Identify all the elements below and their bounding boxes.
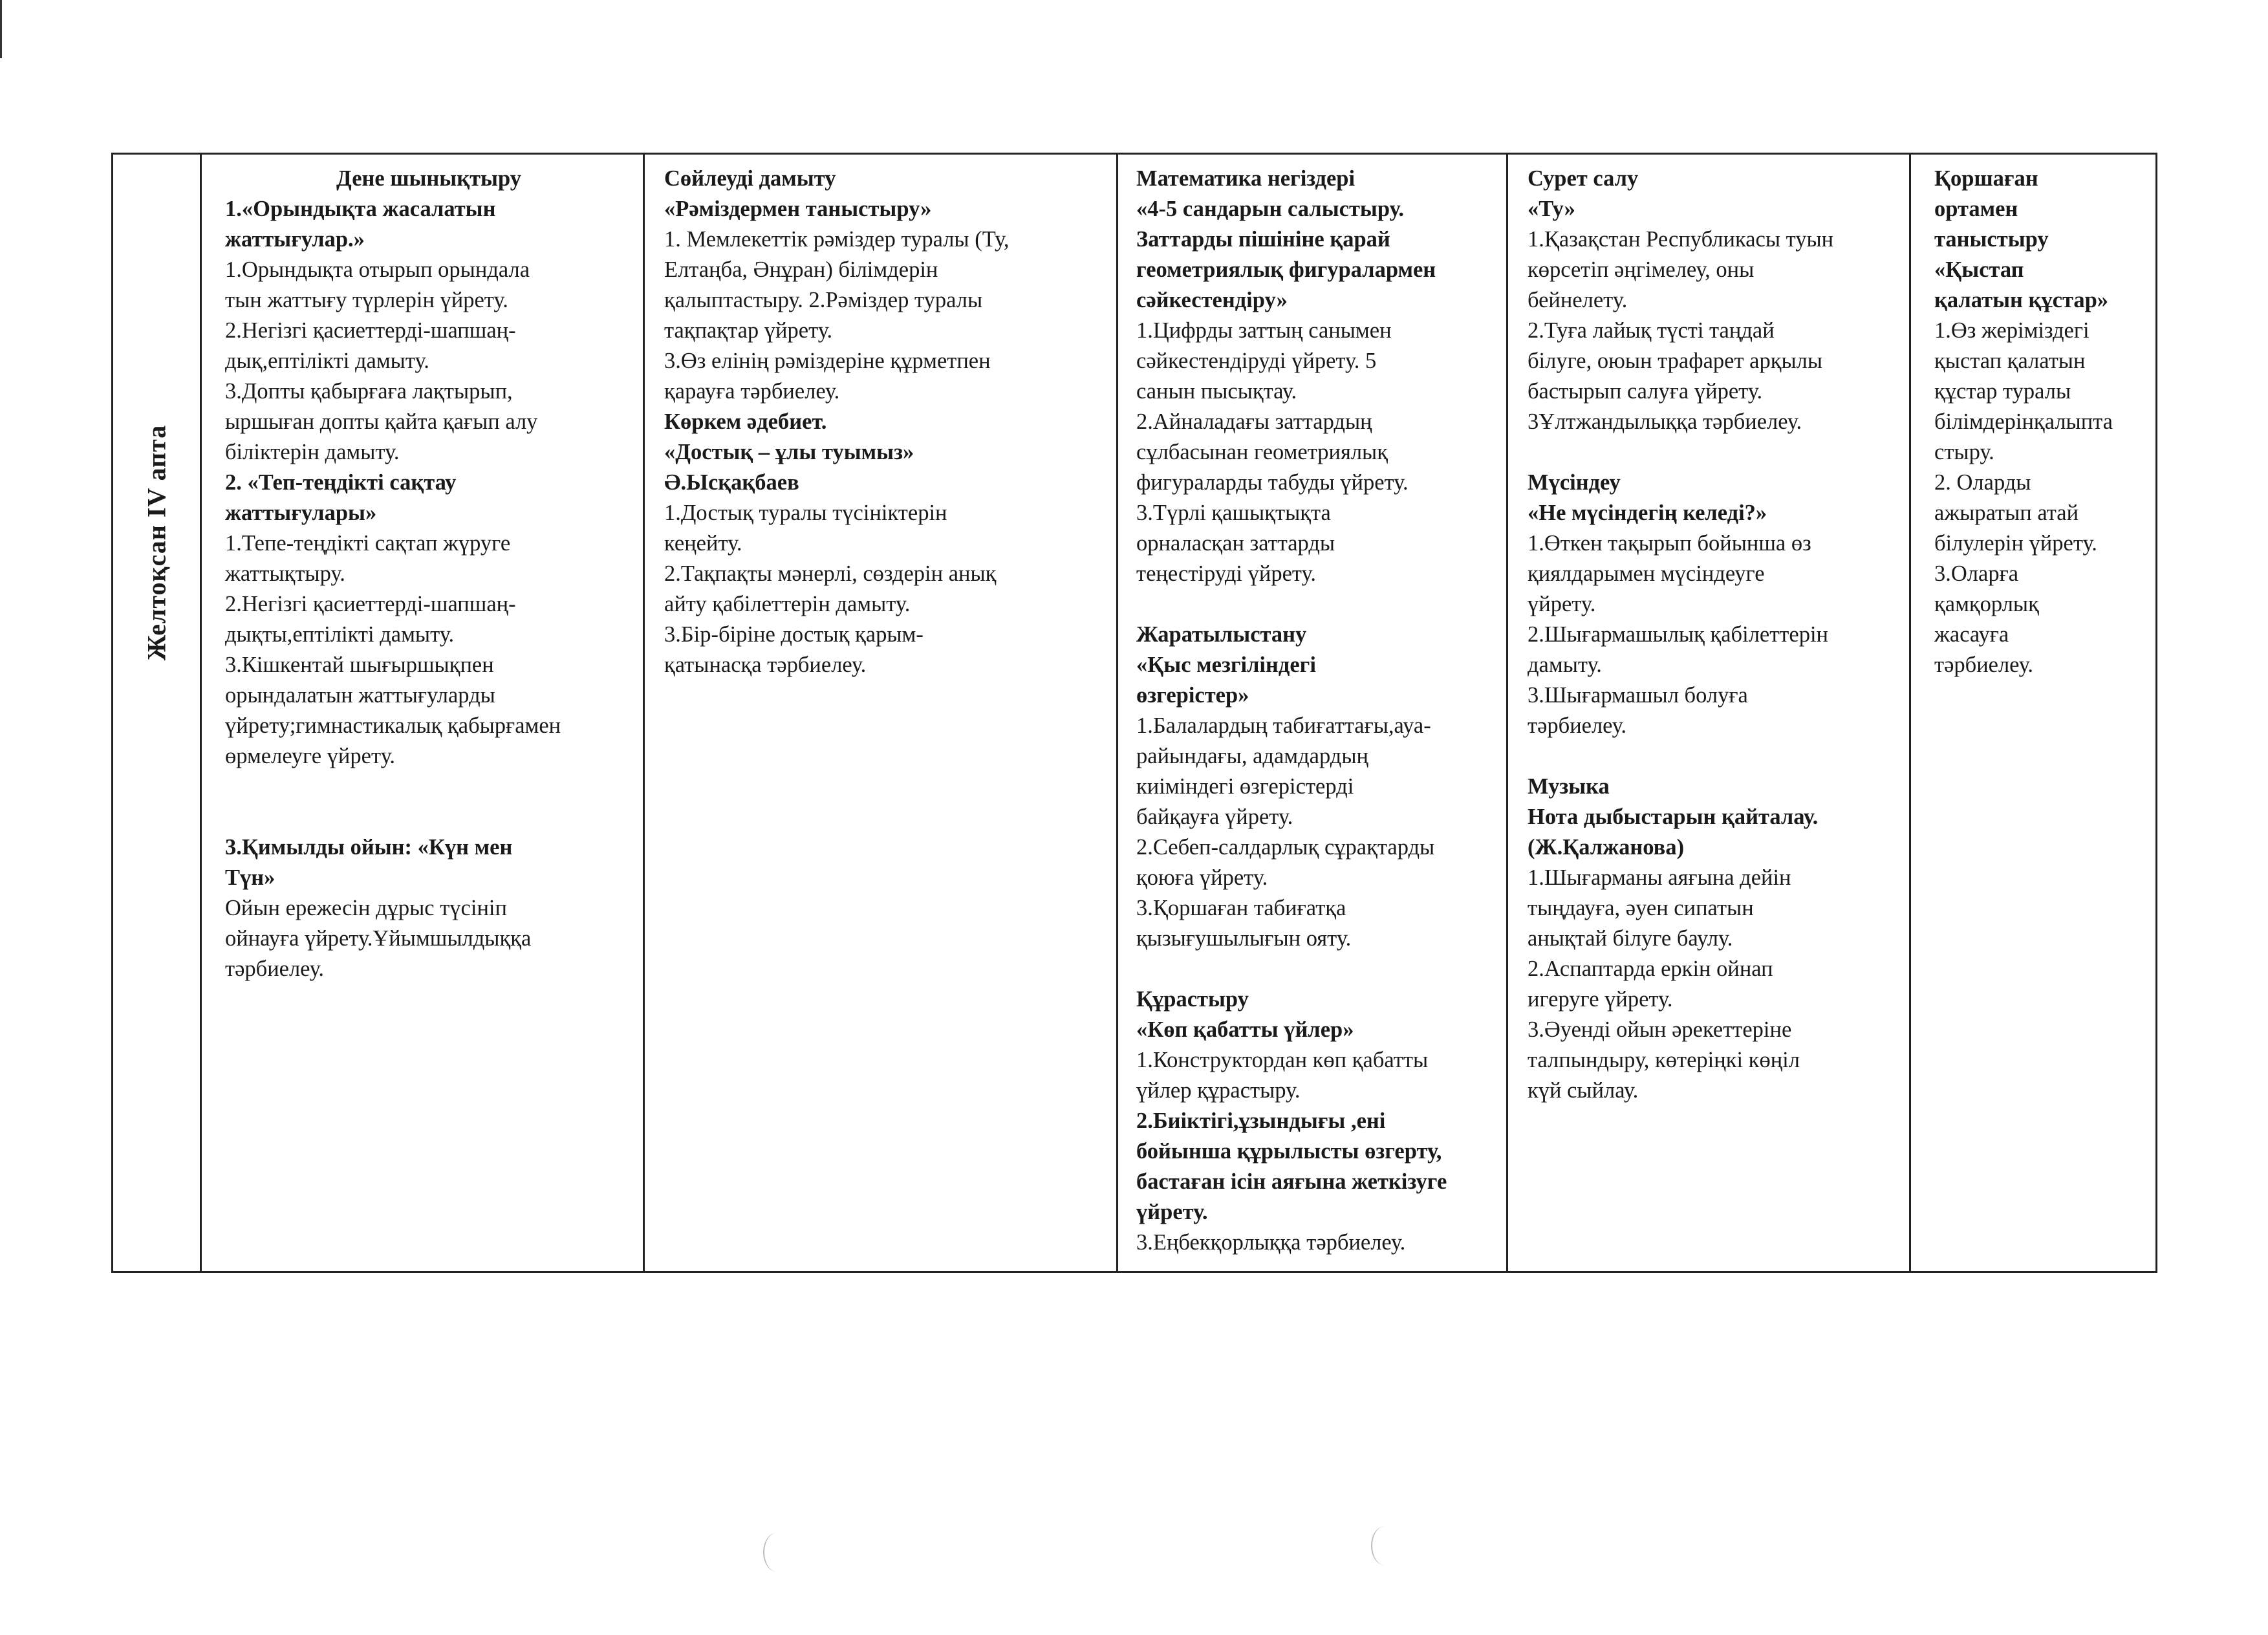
lesson-text-line: қарауға тәрбиелеу. — [664, 379, 840, 404]
lesson-heading-line: «Қыс мезгіліндегі — [1136, 653, 1316, 677]
lesson-text-line: қалыптастыру. 2.Рәміздер туралы — [664, 288, 983, 312]
lesson-text-line: дықты,ептілікті дамыту. — [225, 622, 455, 647]
lesson-heading-line: ортамен — [1934, 197, 2018, 221]
lesson-text-line: дамыту. — [1528, 653, 1602, 677]
lesson-heading-line: «4-5 сандарын салыстыру. — [1136, 197, 1404, 221]
lesson-text-line: білуге, оюын трафарет арқылы — [1528, 349, 1823, 373]
section-gap — [1528, 437, 1899, 468]
lesson-heading-line: «Қыстап — [1934, 257, 2024, 282]
lesson-text-line: игеруге үйрету. — [1528, 987, 1673, 1012]
lesson-text-line: 3Ұлтжандылыққа тәрбиелеу. — [1528, 409, 1802, 434]
lesson-section — [1528, 164, 1899, 437]
lesson-text-line: 1.Қазақстан Республикасы туын — [1528, 227, 1834, 252]
lesson-text-line: сұлбасынан геометриялық — [1136, 440, 1388, 464]
week-column — [113, 155, 202, 1271]
lesson-text-line: 3.Допты қабырғаға лақтырып, — [225, 379, 513, 404]
lesson-heading-line: «Ту» — [1528, 197, 1575, 221]
column-content — [202, 155, 643, 991]
lesson-heading-line: бойынша құрылысты өзгерту, — [1136, 1139, 1442, 1164]
scan-smudge — [1371, 1526, 1398, 1565]
week-label: Желтоқсан IV апта — [142, 424, 171, 661]
section-gap — [225, 772, 632, 832]
lesson-text-line: Ойын ережесін дұрыс түсініп — [225, 896, 507, 920]
lesson-heading-line: 2. «Теп-теңдікті сақтау — [225, 470, 457, 495]
section-gap — [1528, 741, 1899, 772]
lesson-text-line: Елтаңба, Әнұран) білімдерін — [664, 257, 938, 282]
lesson-heading-line: Қоршаған — [1934, 166, 2038, 191]
lesson-text-line: қоюға үйрету. — [1136, 865, 1268, 890]
lesson-text-line: 3.Қоршаған табиғатқа — [1136, 896, 1346, 920]
lesson-text-line: қамқорлық — [1934, 592, 2039, 616]
environment-column — [1911, 155, 2155, 1271]
lesson-text-line: құстар туралы — [1934, 379, 2071, 404]
lesson-text-line: көрсетіп әңгімелеу, оны — [1528, 257, 1755, 282]
lesson-text-line: 1.Цифрды заттың санымен — [1136, 318, 1392, 343]
speech-development-column — [645, 155, 1118, 1271]
lesson-text-line: 2.Аспаптарда еркін ойнап — [1528, 957, 1773, 981]
lesson-heading-line: (Ж.Қалжанова) — [1528, 835, 1685, 860]
lesson-heading-line: Сурет салу — [1528, 166, 1639, 191]
lesson-heading-line: Жаратылыстану — [1136, 622, 1307, 647]
lesson-text-line: 3.Түрлі қашықтықта — [1136, 501, 1331, 525]
lesson-heading-line: геометриялық фигуралармен — [1136, 257, 1436, 282]
lesson-text-line: 3.Кішкентай шығыршықпен — [225, 653, 494, 677]
lesson-text-line: стыру. — [1934, 440, 1994, 464]
lesson-heading-line: Мүсіндеу — [1528, 470, 1621, 495]
lesson-heading-line: «Көп қабатты үйлер» — [1136, 1017, 1354, 1042]
column-content — [645, 155, 1116, 687]
lesson-heading-line: Математика негіздері — [1136, 166, 1355, 191]
lesson-text-line: 1.Балалардың табиғаттағы,ауа- — [1136, 713, 1431, 738]
lesson-text-line: райындағы, адамдардың — [1136, 744, 1368, 768]
lesson-text-line: 1.Достық туралы түсініктерін — [664, 501, 947, 525]
lesson-text-line: тәрбиелеу. — [1528, 713, 1627, 738]
lesson-text-line: 1. Мемлекеттік рәміздер туралы (Ту, — [664, 227, 1010, 252]
lesson-heading-line: Дене шынықтыру — [336, 166, 521, 191]
lesson-text-line: 2.Шығармашылық қабілеттерін — [1528, 622, 1828, 647]
lesson-heading-line: Нота дыбыстарын қайталау. — [1528, 805, 1819, 829]
lesson-section — [1528, 772, 1899, 1106]
lesson-text-line: 2. Оларды — [1934, 470, 2031, 495]
lesson-text-line: тәрбиелеу. — [225, 957, 325, 981]
lesson-text-line: фигураларды табуды үйрету. — [1136, 470, 1409, 495]
lesson-heading-line: бастаған ісін аяғына жеткізуге — [1136, 1169, 1447, 1194]
lesson-text-line: қыстап қалатын — [1934, 349, 2086, 373]
lesson-text-line: санын пысықтау. — [1136, 379, 1297, 404]
lesson-plan-table — [111, 153, 2157, 1273]
lesson-text-line: қызығушылығын ояту. — [1136, 926, 1352, 951]
lesson-heading-line: үйрету. — [1136, 1200, 1208, 1224]
lesson-text-line: 1.Өткен тақырып бойынша өз — [1528, 531, 1811, 556]
scan-smudge — [763, 1533, 790, 1572]
lesson-text-line: қиялдарымен мүсіндеуге — [1528, 561, 1765, 586]
lesson-text-line: 3.Оларға — [1934, 561, 2019, 586]
lesson-text-line: орындалатын жаттығуларды — [225, 683, 495, 708]
lesson-text-line: 3.Өз елінің рәміздеріне құрметпен — [664, 349, 991, 373]
lesson-text-line: біліктерін дамыту. — [225, 440, 400, 464]
lesson-text-line: 2.Негізгі қасиеттерді-шапшаң- — [225, 592, 516, 616]
lesson-text-line: тыңдауға, әуен сипатын — [1528, 896, 1754, 920]
lesson-heading-line: Құрастыру — [1136, 987, 1249, 1012]
lesson-heading-line: «Рәміздермен таныстыру» — [664, 197, 932, 221]
lesson-text-line: 3.Әуенді ойын әрекеттеріне — [1528, 1017, 1792, 1042]
lesson-text-line: жаттықтыру. — [225, 561, 345, 586]
lesson-text-line: 3.Еңбекқорлыққа тәрбиелеу. — [1136, 1230, 1406, 1255]
lesson-heading-line: 1.«Орындықта жасалатын — [225, 197, 496, 221]
lesson-text-line: білімдерінқалыпта — [1934, 409, 2113, 434]
lesson-text-line: 1.Шығарманы аяғына дейін — [1528, 865, 1791, 890]
lesson-text-line: 1.Өз жеріміздегі — [1934, 318, 2090, 343]
lesson-section — [1528, 468, 1899, 741]
lesson-section — [1136, 984, 1496, 1258]
lesson-section — [225, 164, 632, 772]
lesson-text-line: бастырып салуға үйрету. — [1528, 379, 1763, 404]
lesson-section — [1136, 620, 1496, 954]
lesson-heading-line: өзгерістер» — [1136, 683, 1249, 708]
lesson-text-line: үйрету;гимнастикалық қабырғамен — [225, 713, 561, 738]
lesson-heading-line: «Достық – ұлы туымыз» — [664, 440, 914, 464]
column-content — [1508, 155, 1909, 1112]
lesson-text-line: білулерін үйрету. — [1934, 531, 2097, 556]
lesson-text-line: орналасқан заттарды — [1136, 531, 1335, 556]
lesson-text-line: күй сыйлау. — [1528, 1078, 1639, 1103]
lesson-heading-line: Түн» — [225, 865, 275, 890]
lesson-text-line: анықтай білуге баулу. — [1528, 926, 1733, 951]
lesson-heading-line: «Не мүсіндегің келеді?» — [1528, 501, 1767, 525]
lesson-text-line: үйлер құрастыру. — [1136, 1078, 1301, 1103]
lesson-text-line: айту қабілеттерін дамыту. — [664, 592, 911, 616]
lesson-heading-line: таныстыру — [1934, 227, 2049, 252]
column-content — [1118, 155, 1506, 1264]
lesson-text-line: 2.Себеп-салдарлық сұрақтарды — [1136, 835, 1435, 860]
lesson-heading-line: сәйкестендіру» — [1136, 288, 1288, 312]
lesson-text-line: 1.Конструктордан көп қабатты — [1136, 1048, 1429, 1072]
lesson-heading-line: 3.Қимылды ойын: «Күн мен — [225, 835, 513, 860]
lesson-heading-line: Заттарды пішініне қарай — [1136, 227, 1390, 252]
lesson-text-line: 2.Негізгі қасиеттерді-шапшаң- — [225, 318, 516, 343]
lesson-text-line: 3.Бір-біріне достық қарым- — [664, 622, 923, 647]
lesson-heading-line: Музыка — [1528, 774, 1610, 799]
lesson-text-line: талпындыру, көтеріңкі көңіл — [1528, 1048, 1800, 1072]
lesson-text-line: киіміндегі өзгерістерді — [1136, 774, 1354, 799]
lesson-text-line: тақпақтар үйрету. — [664, 318, 833, 343]
lesson-heading-line: жаттығулар.» — [225, 227, 365, 252]
lesson-text-line: қатынасқа тәрбиелеу. — [664, 653, 867, 677]
column-content — [1911, 155, 2155, 687]
lesson-section — [1136, 164, 1496, 589]
lesson-text-line: 2.Туға лайық түсті таңдай — [1528, 318, 1775, 343]
lesson-heading-line: Ә.Ысқақбаев — [664, 470, 799, 495]
lesson-text-line: тәрбиелеу. — [1934, 653, 2034, 677]
lesson-heading-line: Көркем әдебиет. — [664, 409, 827, 434]
lesson-text-line: ойнауға үйрету.Ұйымшылдыққа — [225, 926, 532, 951]
lesson-text-line: ыршыған допты қайта қағып алу — [225, 409, 538, 434]
lesson-text-line: ажыратып атай — [1934, 501, 2079, 525]
lesson-text-line: 1.Орындықта отырып орындала — [225, 257, 530, 282]
mathematics-column — [1118, 155, 1508, 1271]
lesson-text-line: теңестіруді үйрету. — [1136, 561, 1316, 586]
lesson-text-line: тын жаттығу түрлерін үйрету. — [225, 288, 508, 312]
lesson-text-line: 1.Тепе-теңдікті сақтап жүруге — [225, 531, 511, 556]
lesson-text-line: байқауға үйрету. — [1136, 805, 1293, 829]
scan-edge-mark — [0, 0, 2, 58]
lesson-text-line: үйрету. — [1528, 592, 1596, 616]
lesson-text-line: өрмелеуге үйрету. — [225, 744, 395, 768]
lesson-heading-line: жаттығулары» — [225, 501, 377, 525]
lesson-text-line: 2.Тақпақты мәнерлі, сөздерін анық — [664, 561, 997, 586]
lesson-heading-line: 2.Биіктігі,ұзындығы ,ені — [1136, 1109, 1386, 1133]
lesson-text-line: жасауға — [1934, 622, 2009, 647]
lesson-section — [664, 164, 1106, 680]
lesson-text-line: бейнелету. — [1528, 288, 1628, 312]
lesson-section — [1934, 164, 2145, 680]
drawing-music-column — [1508, 155, 1911, 1271]
lesson-heading-line: қалатын құстар» — [1934, 288, 2109, 312]
lesson-text-line: сәйкестендіруді үйрету. 5 — [1136, 349, 1377, 373]
lesson-text-line: кеңейту. — [664, 531, 742, 556]
lesson-heading-line: Сөйлеуді дамыту — [664, 166, 836, 191]
lesson-text-line: дық,ептілікті дамыту. — [225, 349, 429, 373]
lesson-text-line: 3.Шығармашыл болуға — [1528, 683, 1748, 708]
section-gap — [1136, 589, 1496, 620]
physical-education-column — [202, 155, 645, 1271]
section-gap — [1136, 954, 1496, 984]
lesson-text-line: 2.Айналадағы заттардың — [1136, 409, 1372, 434]
lesson-section — [225, 832, 632, 984]
